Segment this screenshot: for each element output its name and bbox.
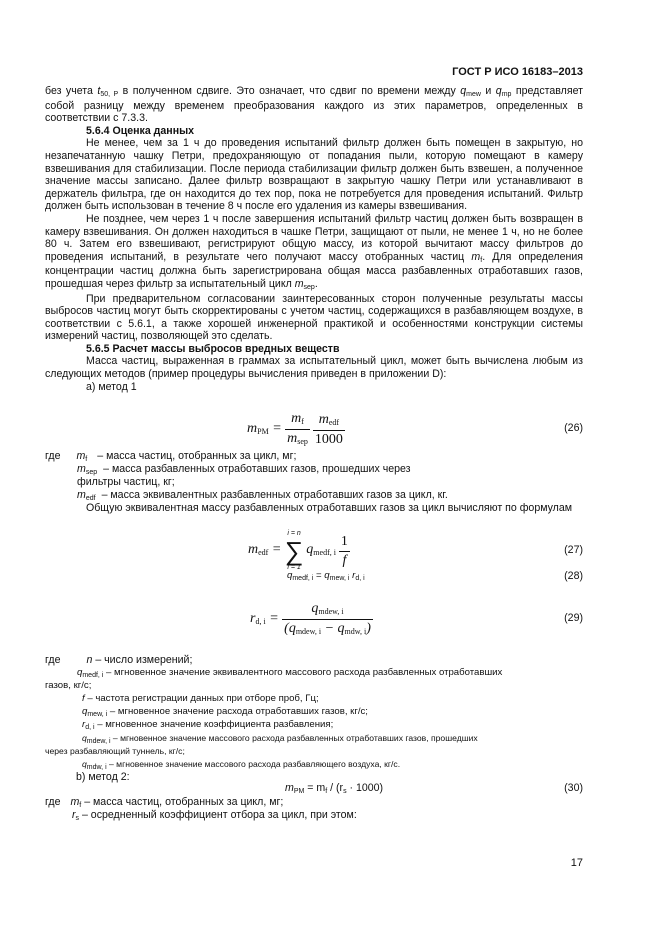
definition-row: $q_{mdew, i}$ – мгновенное значение массового расхода разбавленных отработавших газов, прошедших xyxy=(82,733,478,745)
definition-row: $r_{d, i}$ – мгновенное значение коэффициента разбавления; xyxy=(82,719,334,731)
equation-number: (30) xyxy=(564,782,583,794)
definition-row: $q_{mdw, i}$ – мгновенное значение массового расхода разбавляющего воздуха, кг/с. xyxy=(82,759,401,771)
section-heading: 5.6.4 Оценка данных xyxy=(86,124,195,137)
definition-row: где n – число измерений; xyxy=(45,654,193,666)
equation-number: (29) xyxy=(564,612,583,624)
definition-row: rs – осредненный коэффициент отбора за цикл, при этом: xyxy=(72,809,357,822)
definition-row: f – частота регистрации данных при отборе проб, Гц; xyxy=(82,693,319,704)
method-label: b) метод 2: xyxy=(76,771,130,783)
paragraph: без учета t50, P в полученном сдвиге. Это означает, что сдвиг по времени между qmew и qmp представляет собой разницу между временем преобразования каждого из этих параметров, определенных в соответствии с 7.3.3. xyxy=(45,85,583,125)
paragraph: Не позднее, чем через 1 ч после завершения испытаний фильтр частиц должен быть возвращен в камеру взвешивания. Он должен находиться в чашке Петри, защищают от пыли, не менее 1 ч, но не более 80 ч. Затем его взвешивают, регистрируют общую массу, из которой вычитают массу фильтров до проведения испытаний, в результате чего получают массу отобранных частиц mf. Для определения концентрации частиц должна быть зарегистрирована общая масса разбавленных отработавших газов, прошедшая через фильтр за испытательный цикл msep. xyxy=(45,212,583,291)
definition-row: через разбавляющий туннель, кг/с; xyxy=(45,746,185,756)
paragraph: Общую эквивалентная массу разбавленных отработавших газов за цикл вычисляют по формулам xyxy=(86,502,573,514)
document-header: ГОСТ Р ИСО 16183–2013 xyxy=(452,66,583,78)
method-label: а) метод 1 xyxy=(86,380,137,393)
definition-row: msep – масса разбавленных отработавших газов, прошедших через xyxy=(77,463,411,476)
equation-number: (27) xyxy=(564,544,583,556)
definition-row: газов, кг/с; xyxy=(45,680,92,691)
equation-number: (28) xyxy=(564,570,583,582)
paragraph: При предварительном согласовании заинтересованных сторон полученные результаты массы выбросов частиц могут быть скорректированы с учетом частиц, содержащихся в разбавляющем воздухе, в соответствии с 5.6.1, а также хорошей инженерной практикой и особенностями конструкции системы измерений частиц, позволяющей это сделать. xyxy=(45,292,583,343)
paragraph: Масса частиц, выраженная в граммах за испытательный цикл, может быть вычислена любым из следующих методов (пример процедуры вычисления приведен в приложении D): xyxy=(45,355,583,381)
definition-row: medf – масса эквивалентных разбавленных отработавших газов за цикл, кг. xyxy=(77,489,448,502)
definition-row: $q_{mew, i}$ – мгновенное значение расхода отработавших газов, кг/с; xyxy=(82,706,368,718)
section-heading: 5.6.5 Расчет массы выбросов вредных веществ xyxy=(86,342,340,355)
definition-row: фильтры частиц, кг; xyxy=(77,476,175,488)
equation-number: (26) xyxy=(564,422,583,434)
paragraph: Не менее, чем за 1 ч до проведения испытаний фильтр должен быть помещен в закрытую, но незапечатанную чашку Петри, предохраняющую от попадания пыли, которую помещают в камеру взвешивания для стабилизации. После периода стабилизации фильтр должен быть взвешен, а полученное значение массы записано. Далее фильтр возвращают в закрытую чашку Петри или устанавливают в держатель фильтра, где он находится до тех пор, пока не потребуется для проведения испытаний. Фильтр должен быть использован в течение 8 ч после его удаления из камеры взвешивания. xyxy=(45,137,583,213)
definition-row: где mf – масса частиц, отобранных за цикл, мг; xyxy=(45,796,284,809)
page-content xyxy=(45,85,583,393)
page-number: 17 xyxy=(570,857,583,869)
definition-row: где mf – масса частиц, отобранных за цикл, мг; xyxy=(45,450,297,463)
definition-row: $q_{medf, i}$ – мгновенное значение эквивалентного массового расхода разбавленных отработавших xyxy=(77,667,503,679)
